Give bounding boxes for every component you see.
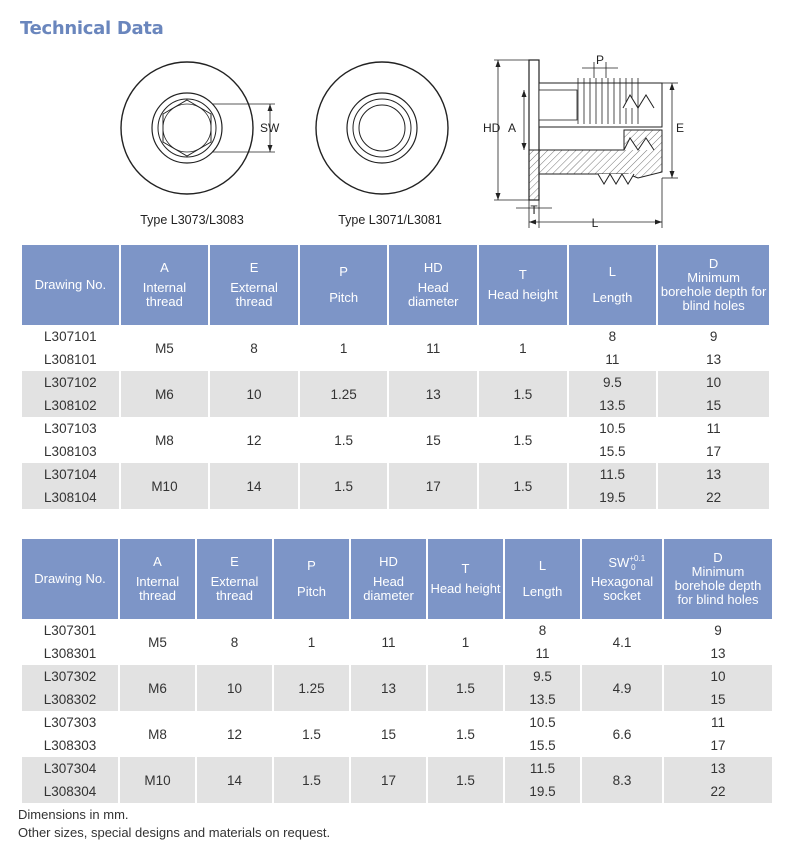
- drawing-no: L307101: [44, 329, 97, 344]
- cell-l: 11: [535, 646, 550, 661]
- drawing-no: L307102: [22, 371, 119, 394]
- page-title: Technical Data: [20, 18, 164, 39]
- cell-hd: 11: [381, 634, 396, 650]
- cell-hd: 13: [389, 371, 477, 417]
- cell-l: 19.5: [569, 486, 657, 509]
- cell-e: 8: [250, 340, 258, 356]
- cell-t: 1.5: [428, 665, 503, 711]
- cell-e: 10: [210, 371, 298, 417]
- l-label: L: [591, 216, 599, 230]
- table-row: [22, 463, 769, 486]
- cell-e: 14: [210, 463, 298, 509]
- a-label: A: [508, 121, 517, 135]
- header-l: L Length: [569, 245, 657, 325]
- header-a: A Internal thread: [121, 245, 209, 325]
- header-e: E External thread: [210, 245, 298, 325]
- cell-l: 13.5: [505, 688, 580, 711]
- cell-p: 1.5: [302, 726, 321, 742]
- cell-a: M6: [121, 371, 209, 417]
- cell-l: 11: [605, 352, 620, 367]
- drawing-no: L307301: [43, 623, 97, 638]
- cell-t: 1: [461, 634, 470, 650]
- table-row: [22, 417, 769, 440]
- cell-d: 9: [709, 329, 718, 344]
- side-section-drawing: [478, 50, 693, 235]
- caption-left: Type L3073/L3083: [140, 213, 244, 227]
- cell-sw: 4.1: [612, 634, 632, 650]
- cell-p: 1.25: [274, 665, 349, 711]
- cell-t: 1.5: [479, 371, 567, 417]
- header-d: D Minimum borehole depth for blind holes: [664, 539, 772, 619]
- cell-e: 14: [197, 757, 272, 803]
- cell-d: 13: [658, 463, 769, 486]
- cell-l: 11.5: [569, 463, 657, 486]
- table-header-row: [22, 245, 769, 325]
- cell-a: M6: [120, 665, 195, 711]
- hd-label: HD: [483, 121, 501, 135]
- e-label: E: [676, 121, 685, 135]
- header-hd: HD Head diameter: [389, 245, 477, 325]
- cell-d: 22: [664, 780, 772, 803]
- header-drawing-no: Drawing No.: [22, 539, 118, 619]
- cell-d: 17: [706, 444, 722, 459]
- header-t: T Head height: [428, 539, 503, 619]
- header-l: L Length: [505, 539, 580, 619]
- cell-a: M10: [121, 463, 209, 509]
- drawing-no: L307103: [44, 421, 97, 436]
- header-p: P Pitch: [300, 245, 388, 325]
- cell-l: 10.5: [599, 421, 626, 436]
- p-label: P: [595, 53, 605, 67]
- cell-p: 1: [307, 634, 316, 650]
- cell-hd: 11: [426, 340, 441, 356]
- drawing-no: L307104: [22, 463, 119, 486]
- inner-circle: [353, 99, 411, 157]
- cell-a: M10: [120, 757, 195, 803]
- table-row: [22, 325, 769, 348]
- cell-l: 9.5: [569, 371, 657, 394]
- caption-middle: Type L3071/L3081: [338, 213, 442, 227]
- cell-hd: 17: [351, 757, 426, 803]
- thread-circle: [347, 93, 417, 163]
- cell-l: 9.5: [505, 665, 580, 688]
- outer-head-circle: [316, 62, 448, 194]
- cell-l: 15.5: [599, 444, 626, 459]
- drawing-no: L307304: [22, 757, 118, 780]
- cell-d: 17: [710, 738, 726, 753]
- drawing-no: L307303: [43, 715, 97, 730]
- sw-label: SW: [260, 121, 280, 135]
- cell-d: 13: [710, 646, 726, 661]
- cell-p: 1.5: [300, 463, 388, 509]
- cell-d: 10: [664, 665, 772, 688]
- cell-l: 13.5: [569, 394, 657, 417]
- cell-hd: 15: [380, 726, 397, 742]
- cell-t: 1.5: [428, 757, 503, 803]
- header-hd: HD Head diameter: [351, 539, 426, 619]
- table-row: [22, 757, 772, 780]
- cell-p: 1: [339, 340, 348, 356]
- header-e: E External thread: [197, 539, 272, 619]
- cell-sw: 8.3: [582, 757, 662, 803]
- cell-sw: 4.9: [582, 665, 662, 711]
- top-view-round-drawing: [300, 48, 490, 238]
- note-dimensions: Dimensions in mm.: [18, 807, 129, 822]
- footnotes: [18, 806, 330, 842]
- drawing-no: L308104: [22, 486, 119, 509]
- cell-hd: 13: [351, 665, 426, 711]
- cell-d: 15: [658, 394, 769, 417]
- cell-a: M8: [148, 726, 167, 742]
- drawing-no: L308304: [22, 780, 118, 803]
- cell-p: 1.25: [300, 371, 388, 417]
- drawing-no: L308303: [43, 738, 97, 753]
- cell-hd: 17: [389, 463, 477, 509]
- cell-l: 19.5: [505, 780, 580, 803]
- table-row: [22, 711, 772, 734]
- table-row: [22, 665, 772, 688]
- body-section-hatched: [539, 130, 662, 178]
- inner-circle: [158, 99, 216, 157]
- cell-t: 1: [519, 340, 527, 356]
- cell-d: 9: [714, 623, 722, 638]
- cell-d: 11: [706, 421, 721, 436]
- cell-e: 8: [230, 634, 239, 650]
- cell-l: 11.5: [505, 757, 580, 780]
- cell-t: 1.5: [479, 463, 567, 509]
- cell-d: 13: [664, 757, 772, 780]
- bore-circle: [359, 105, 405, 151]
- cell-t: 1.5: [513, 432, 533, 448]
- table-row: [22, 619, 772, 642]
- cell-l: 8: [608, 329, 617, 344]
- cell-d: 13: [706, 352, 722, 367]
- cell-a: M5: [148, 634, 167, 650]
- cell-e: 10: [197, 665, 272, 711]
- spec-table-type-l3073-l3083: [20, 539, 774, 803]
- cell-e: 12: [246, 432, 262, 448]
- header-sw: $SW^{+0.1}_0$ Hexagonal socket: [582, 539, 662, 619]
- cell-l: 15.5: [529, 738, 556, 753]
- cell-p: 1.5: [274, 757, 349, 803]
- cell-p: 1.5: [334, 432, 354, 448]
- core-circle: [163, 104, 211, 152]
- cell-d: 22: [658, 486, 769, 509]
- top-view-hex-drawing: [110, 48, 300, 238]
- cell-d: 11: [710, 715, 725, 730]
- t-label: T: [530, 203, 538, 217]
- cell-d: 10: [658, 371, 769, 394]
- cell-l: 10.5: [529, 715, 556, 730]
- table-header-row: [22, 539, 772, 619]
- cell-l: 8: [538, 623, 547, 638]
- hexagon-socket: [163, 100, 211, 156]
- cell-sw: 6.6: [612, 726, 632, 742]
- cell-a: M8: [155, 432, 174, 448]
- header-drawing-no: Drawing No.: [22, 245, 119, 325]
- header-a: A Internal thread: [120, 539, 195, 619]
- drawing-no: L307302: [22, 665, 118, 688]
- cell-d: 15: [664, 688, 772, 711]
- outer-head-circle: [121, 62, 253, 194]
- cell-e: 12: [226, 726, 243, 742]
- cell-t: 1.5: [456, 726, 475, 742]
- cell-hd: 15: [425, 432, 441, 448]
- note-other-sizes: Other sizes, special designs and materials on request.: [18, 825, 331, 840]
- header-d: D Minimum borehole depth for blind holes: [658, 245, 769, 325]
- drawing-no: L308103: [44, 444, 97, 459]
- spec-table-type-l3071-l3081: [20, 245, 771, 509]
- drawing-no: L308101: [44, 352, 97, 367]
- cell-a: M5: [155, 340, 174, 356]
- header-p: P Pitch: [274, 539, 349, 619]
- drawing-no: L308301: [43, 646, 97, 661]
- drawing-no: L308102: [22, 394, 119, 417]
- table-row: [22, 371, 769, 394]
- drawing-no: L308302: [22, 688, 118, 711]
- header-t: T Head height: [479, 245, 567, 325]
